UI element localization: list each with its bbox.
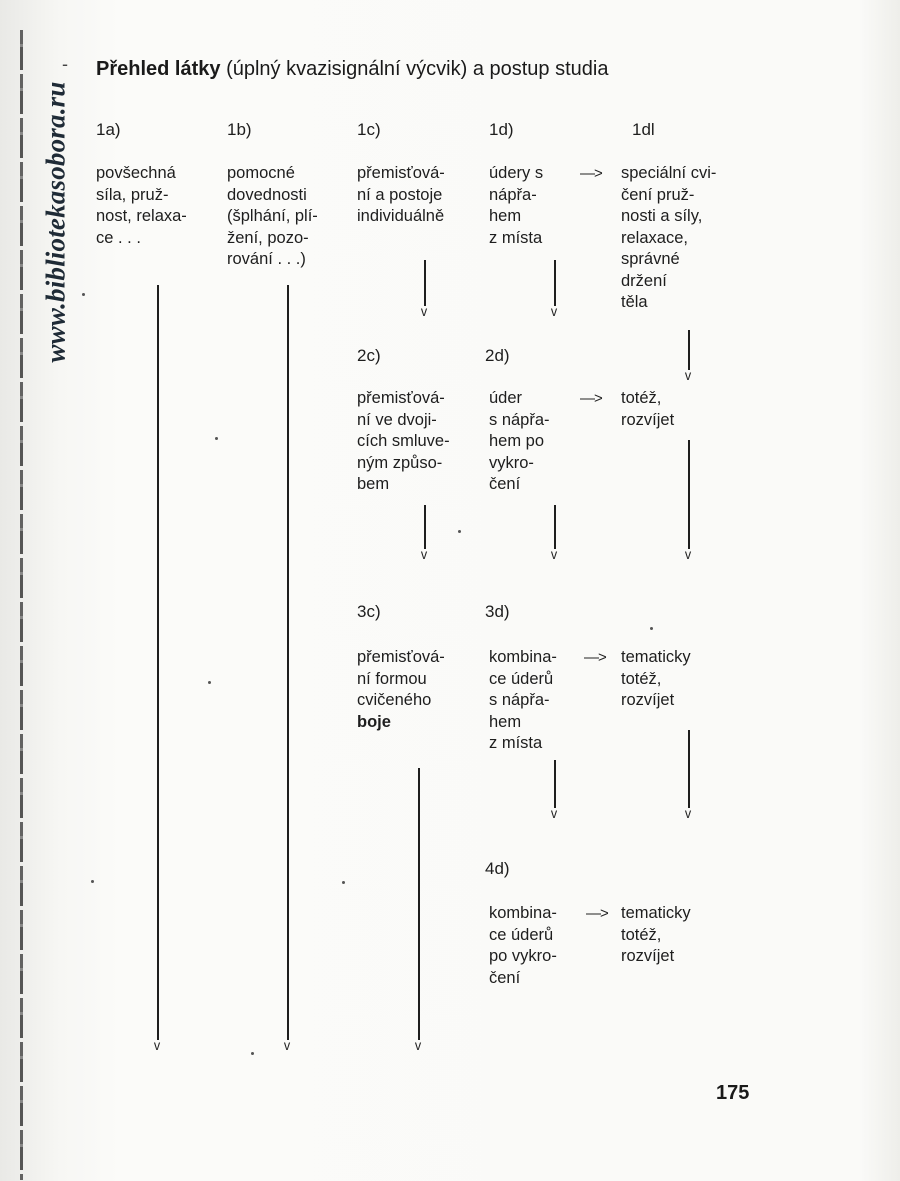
cell-line: ní a postoje — [357, 185, 443, 204]
cell-line: hem — [489, 207, 522, 225]
cell-line: přemisťová- — [357, 648, 445, 666]
scan-speck — [458, 530, 461, 533]
header-1c: 1c) — [357, 120, 381, 139]
title-bold: Přehled látky — [96, 58, 221, 80]
page-title — [62, 54, 609, 81]
cell-2c — [357, 388, 450, 496]
cell-line: rozvíjet — [621, 691, 675, 709]
cell-line: správné — [621, 250, 680, 268]
down-arrow-head: v — [283, 1037, 291, 1053]
cell-1c — [357, 163, 445, 228]
cell-line: nosti a síly, — [621, 207, 703, 225]
cell-4e — [621, 903, 691, 968]
scan-speck — [650, 627, 653, 630]
down-arrow-line — [554, 760, 556, 808]
cell-line: nápřa- — [489, 185, 537, 204]
header-1d: 1d) — [489, 120, 514, 139]
scan-speck — [215, 437, 218, 440]
cell-line: ce úderů — [489, 925, 554, 944]
scan-speck — [82, 293, 85, 296]
scan-speck — [91, 880, 94, 883]
cell-line: hem po — [489, 432, 545, 450]
down-arrow-line — [688, 730, 690, 808]
cell-line: rozvíjet — [621, 947, 675, 965]
down-arrow-head: v — [550, 546, 558, 562]
cell-line: držení — [621, 271, 667, 290]
header-3d: 3d) — [485, 602, 510, 621]
scan-speck — [342, 881, 345, 884]
long-down-arrow-line-1a — [157, 285, 159, 1040]
cell-line: po vykro- — [489, 947, 557, 965]
right-arrow-2: —> — [580, 390, 602, 407]
cell-line: cvičeného — [357, 691, 432, 709]
cell-line: žení, pozo- — [227, 228, 309, 247]
cell-line: cích smluve- — [357, 432, 450, 450]
cell-line: hem — [489, 712, 522, 731]
title-rest: (úplný kvazisignální výcvik) a postup studia — [220, 58, 609, 80]
cell-line: individuálně — [357, 207, 445, 225]
cell-2e — [621, 388, 674, 431]
header-1dl: 1dl — [632, 120, 655, 139]
cell-line: pomocné — [227, 164, 295, 182]
cell-line: z místa — [489, 228, 543, 247]
cell-line: dovednosti — [227, 185, 307, 204]
cell-line: těla — [621, 293, 648, 311]
cell-line: (šplhání, plí- — [227, 207, 318, 225]
down-arrow-line — [424, 260, 426, 306]
long-down-arrow-line-1b — [287, 285, 289, 1040]
cell-line: s nápřa- — [489, 410, 550, 429]
scan-speck — [208, 681, 211, 684]
cell-line: nost, relaxa- — [96, 207, 187, 225]
cell-line: kombina- — [489, 904, 557, 922]
cell-line: s nápřa- — [489, 691, 550, 709]
cell-line: přemisťová- — [357, 164, 445, 182]
cell-line: přemisťová- — [357, 389, 445, 407]
cell-line: tematicky — [621, 648, 691, 666]
down-arrow-head: v — [684, 367, 692, 383]
cell-4d — [489, 903, 557, 989]
cell-3c — [357, 647, 445, 733]
cell-1e — [621, 163, 716, 314]
cell-line: tematicky — [621, 904, 691, 922]
cell-line: bem — [357, 475, 390, 493]
down-arrow-head: v — [684, 546, 692, 562]
down-arrow-line — [688, 440, 690, 549]
down-arrow-line — [554, 260, 556, 306]
down-arrow-line — [688, 330, 690, 370]
scan-mark: ‐ — [62, 54, 68, 74]
cell-line: totéž, — [621, 925, 662, 944]
cell-line: ní ve dvoji- — [357, 410, 437, 429]
cell-line: vykro- — [489, 453, 534, 472]
right-arrow-1: —> — [580, 165, 602, 182]
cell-line: boje — [357, 712, 391, 731]
cell-line: ce úderů — [489, 669, 554, 688]
header-1a: 1a) — [96, 120, 121, 139]
cell-line: z místa — [489, 734, 543, 752]
down-arrow-head: v — [153, 1037, 161, 1053]
down-arrow-head: v — [420, 546, 428, 562]
cell-line: ce . . . — [96, 228, 141, 247]
long-down-arrow-line-3c — [418, 768, 420, 1040]
down-arrow-line — [424, 505, 426, 549]
cell-line: povšechná — [96, 164, 176, 182]
page-number: 175 — [716, 1082, 750, 1104]
cell-3e — [621, 647, 691, 712]
down-arrow-head: v — [420, 303, 428, 319]
cell-line: čení pruž- — [621, 185, 695, 204]
watermark: www.bibliotekasobora.ru — [40, 81, 71, 363]
cell-1a — [96, 163, 187, 249]
header-3c: 3c) — [357, 602, 381, 621]
cell-3d — [489, 647, 557, 755]
cell-line: údery s — [489, 164, 544, 182]
down-arrow-head: v — [684, 805, 692, 821]
cell-line: totéž, — [621, 389, 662, 407]
down-arrow-head: v — [550, 303, 558, 319]
right-arrow-4: —> — [586, 905, 608, 922]
scan-speck — [251, 1052, 254, 1055]
book-binding-edge — [20, 30, 23, 1180]
cell-line: rozvíjet — [621, 410, 675, 429]
cell-1b — [227, 163, 318, 271]
header-2d: 2d) — [485, 346, 510, 365]
header-1b: 1b) — [227, 120, 252, 139]
cell-line: síla, pruž- — [96, 185, 169, 204]
cell-2d — [489, 388, 550, 496]
cell-line: kombina- — [489, 648, 557, 666]
down-arrow-head: v — [550, 805, 558, 821]
cell-line: ní formou — [357, 669, 427, 688]
down-arrow-line — [554, 505, 556, 549]
right-arrow-3: —> — [584, 649, 606, 666]
cell-line: totéž, — [621, 669, 662, 688]
cell-line: rování . . .) — [227, 250, 306, 268]
cell-line: čení — [489, 475, 521, 493]
cell-line: čení — [489, 968, 521, 987]
down-arrow-head: v — [414, 1037, 422, 1053]
cell-line: relaxace, — [621, 228, 688, 247]
cell-line: speciální cvi- — [621, 164, 717, 182]
cell-line: úder — [489, 389, 523, 407]
header-4d: 4d) — [485, 859, 510, 878]
cell-line: ným způso- — [357, 453, 443, 472]
header-2c: 2c) — [357, 346, 381, 365]
cell-1d — [489, 163, 543, 249]
